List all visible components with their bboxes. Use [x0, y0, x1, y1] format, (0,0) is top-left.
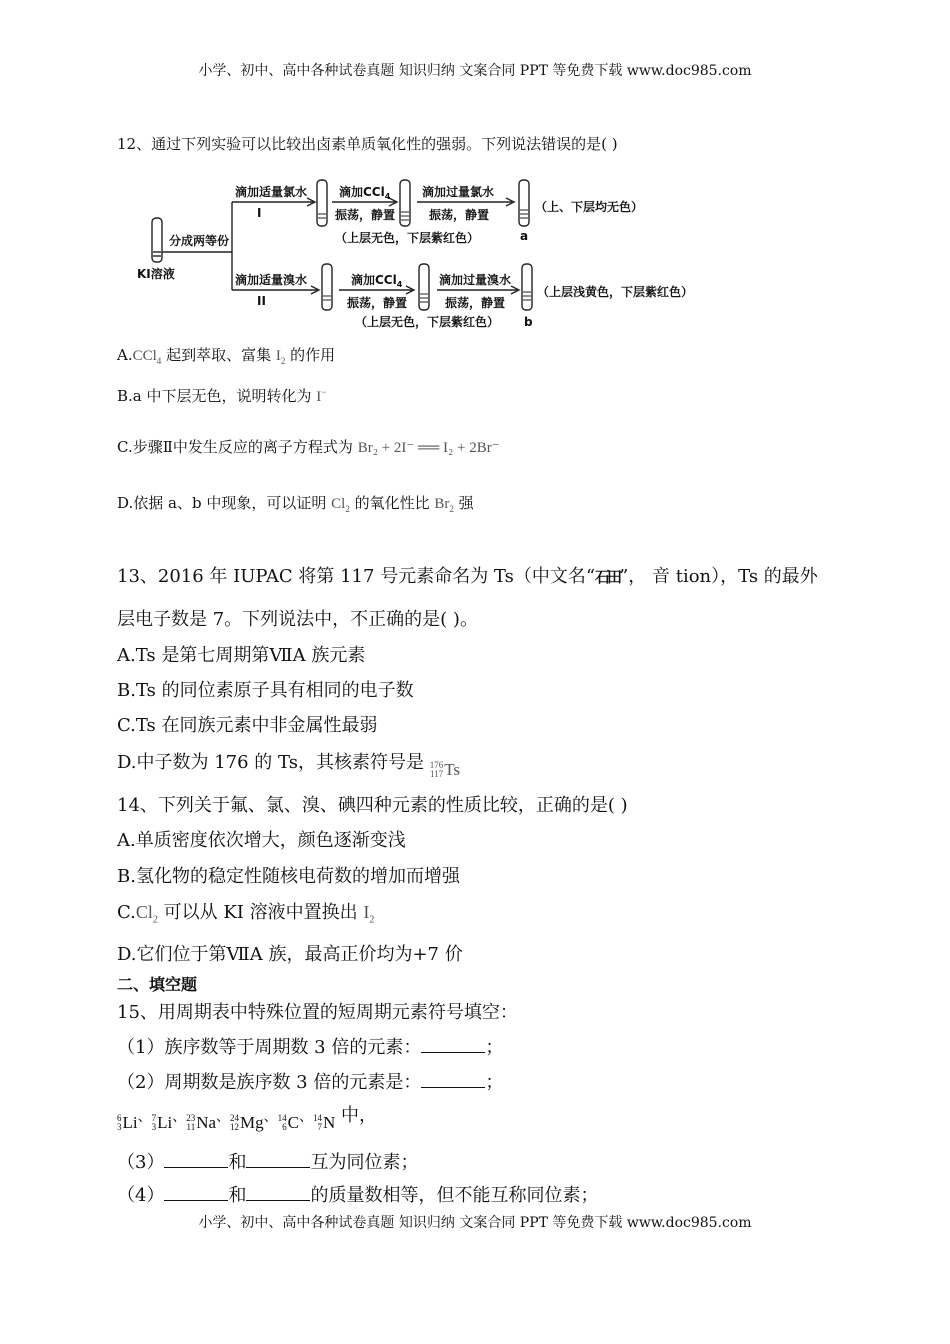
- nuclide-separator: 、: [172, 1109, 187, 1125]
- q14-option-a[interactable]: A.单质密度依次增大，颜色逐渐变浅: [117, 830, 406, 851]
- answer-blank-3a[interactable]: [164, 1153, 228, 1168]
- q14-option-d[interactable]: D.它们位于第ⅦA 族，最高正价均为+7 价: [117, 944, 463, 965]
- q15-part2: （2）周期数是族序数 3 倍的元素是： ；: [117, 1072, 504, 1093]
- page-footer: 小学、初中、高中各种试卷真题 知识归纳 文案合同 PPT 等免费下载 www.doc985.com: [198, 1215, 752, 1231]
- q14-option-b[interactable]: B.氢化物的稳定性随核电荷数的增加而增强: [117, 866, 460, 887]
- q12-stem: 12、通过下列实验可以比较出卤素单质氧化性的强弱。下列说法错误的是( ): [117, 135, 618, 153]
- q12-experiment-diagram: [117, 172, 717, 332]
- q12-option-c[interactable]: C.步骤Ⅱ中发生反应的离子方程式为 Br₂ + 2I⁻ ══ I₂ + 2Br⁻: [117, 438, 500, 456]
- answer-blank-2[interactable]: [421, 1073, 485, 1088]
- r1-step3-sub: 振荡，静置: [429, 208, 490, 222]
- q12-option-b[interactable]: B.a 中下层无色，说明转化为 I−: [117, 387, 327, 405]
- nuclide-separator: 、: [263, 1109, 278, 1125]
- r2-step1-label: 滴加适量溴水: [235, 273, 308, 287]
- q13-stem-line2: 层电子数是 7。下列说法中，不正确的是( )。: [117, 609, 478, 630]
- q14-option-c[interactable]: $C.Cl_2$ 可以从 KI 溶液中置换出 $I_2$: [117, 902, 375, 926]
- r1-step1-label: 滴加适量氯水: [235, 185, 308, 199]
- q13-stem-line1: 13、2016 年 IUPAC 将第 117 号元素命名为 Ts（中文名“石田”， 音 tion），Ts 的最外: [117, 566, 818, 587]
- tube-a: [519, 180, 529, 226]
- q13-option-d[interactable]: D.中子数为 176 的 Ts，其核素符号是 176 117 Ts: [117, 752, 461, 779]
- nuclide-separator: 、: [137, 1109, 152, 1125]
- r2-layer-note: （上层无色，下层紫红色）: [355, 315, 500, 329]
- page-header: 小学、初中、高中各种试卷真题 知识归纳 文案合同 PPT 等免费下载 www.doc985.com: [198, 63, 752, 79]
- r1-step2-label: 滴加CCl$_4$: [339, 185, 391, 201]
- r1-step2-sub: 振荡，静置: [335, 208, 396, 222]
- answer-blank-1[interactable]: [421, 1038, 485, 1053]
- r1-layer-note: （上层无色，下层紫红色）: [335, 231, 480, 245]
- r2-step3-label: 滴加过量溴水: [439, 273, 512, 287]
- section-title: 二、填空题: [117, 975, 198, 994]
- nuclide: 14 7 N: [313, 1113, 336, 1132]
- r1-step3-label: 滴加过量氯水: [422, 185, 495, 199]
- nuclide: 23 11 Na: [186, 1113, 217, 1132]
- nuclide-separator: 、: [299, 1109, 314, 1125]
- nuclide: 7 3 Li: [151, 1113, 173, 1132]
- q12-option-d[interactable]: D.依据 a、b 中现象，可以证明 $Cl_2$ 的氧化性比 $Br_2$ 强: [117, 494, 474, 514]
- nuclide: 14 6 C: [277, 1113, 300, 1132]
- r2-step3-sub: 振荡，静置: [445, 296, 506, 310]
- nuclide: 6 3 Li: [117, 1113, 138, 1132]
- q15-stem: 15、用周期表中特殊位置的短周期元素符号填空：: [117, 1002, 518, 1023]
- q14-stem: 14、下列关于氟、氯、溴、碘四种元素的性质比较，正确的是( ): [117, 795, 628, 816]
- split-label: 分成两等份: [169, 234, 230, 248]
- ki-label: KI溶液: [137, 267, 175, 281]
- q15-part3: （3） 和 互为同位素；: [117, 1152, 419, 1173]
- answer-blank-3b[interactable]: [246, 1153, 310, 1168]
- tube-a-label: a: [520, 229, 529, 243]
- nuclide-separator: 、: [216, 1109, 231, 1125]
- answer-blank-4b[interactable]: [246, 1186, 310, 1201]
- r2-step2-sub: 振荡，静置: [347, 296, 408, 310]
- q12-option-a[interactable]: A.CCl$_4$ 起到萃取、富集 $I_2$ 的作用: [117, 346, 336, 366]
- q15-nuclide-list: [117, 1101, 377, 1133]
- tube-b-label: b: [524, 315, 533, 329]
- nuclide: 24 12 Mg: [230, 1113, 264, 1132]
- q15-part1: （1）族序数等于周期数 3 倍的元素： ；: [117, 1037, 504, 1058]
- r2-step1-number: II: [257, 294, 266, 308]
- q13-option-a[interactable]: A.Ts 是第七周期第ⅦA 族元素: [117, 645, 366, 666]
- r2-step2-label: 滴加CCl$_4$: [351, 273, 403, 289]
- tube-r2-1: [322, 264, 332, 310]
- tube-r1-1: [317, 180, 327, 226]
- r1-result-note: （上、下层均无色）: [535, 200, 644, 214]
- nuclide-list-end: 中，: [335, 1105, 378, 1126]
- tube-r1-2: [400, 180, 410, 226]
- tube-r2-2: [419, 264, 429, 310]
- r2-result-note: （上层浅黄色，下层紫红色）: [537, 285, 694, 299]
- element-ts-glyph: 石田: [595, 568, 620, 586]
- answer-blank-4a[interactable]: [164, 1186, 228, 1201]
- q15-part4: （4） 和 的质量数相等，但不能互称同位素；: [117, 1185, 599, 1206]
- tube-b: [522, 264, 532, 310]
- q13-option-c[interactable]: C.Ts 在同族元素中非金属性最弱: [117, 715, 378, 736]
- r1-step1-number: I: [257, 206, 262, 220]
- q13-option-b[interactable]: B.Ts 的同位素原子具有相同的电子数: [117, 680, 414, 701]
